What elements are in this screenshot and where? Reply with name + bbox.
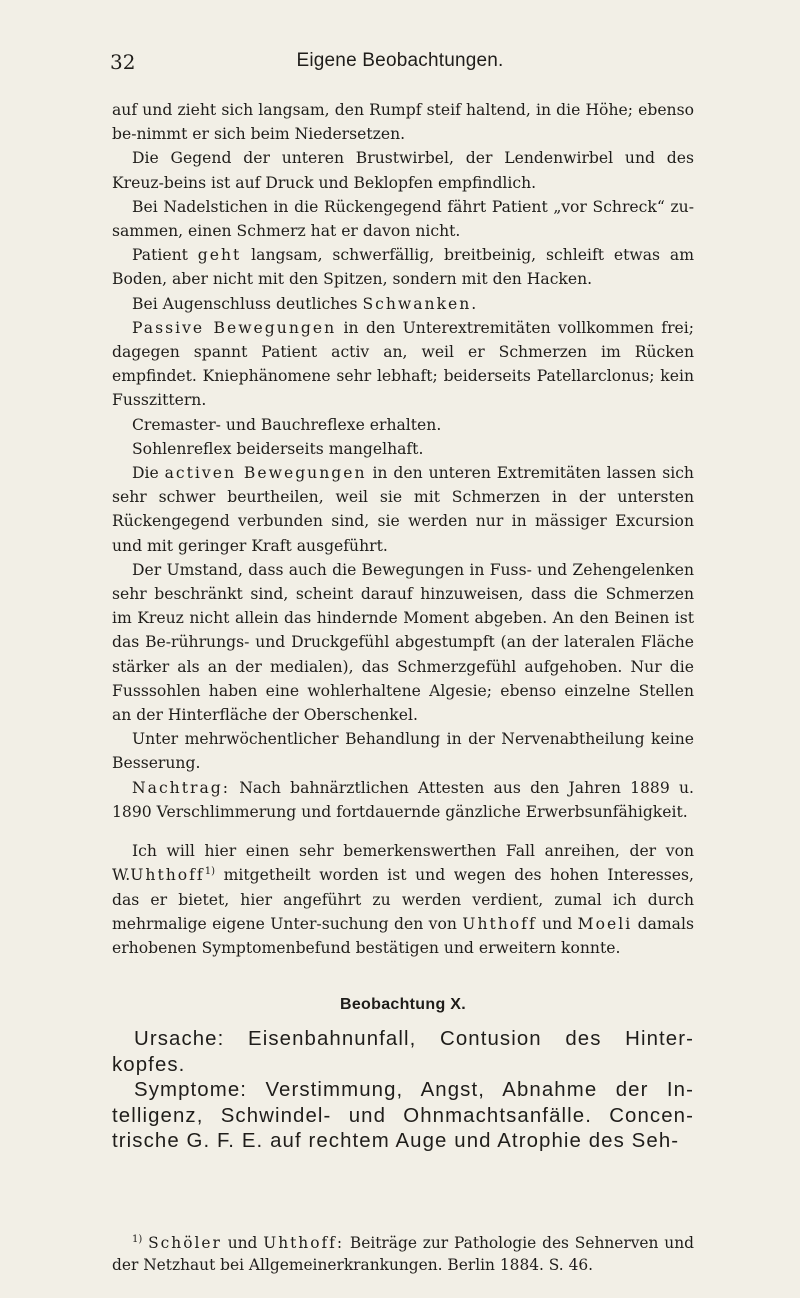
footnote-text: Beiträge zur Pathologie des Sehnerven und der Netzhaut bei Allgemeinerkrankungen. Berlin 1884. S. 46. xyxy=(112,1234,694,1274)
footnote-marker-number: 1 xyxy=(204,866,212,878)
paragraph-emphasis: Passive Bewegungen xyxy=(132,318,337,337)
paragraph xyxy=(112,316,694,413)
page-header xyxy=(110,50,690,80)
paragraph-text: Bei Augenschluss deutliches xyxy=(132,294,358,313)
footnote-author: Schöler xyxy=(148,1234,222,1252)
paragraph-text: langsam, schwerfällig, breitbeinig, schleift etwas am Boden, aber nicht mit den Spitzen, sondern mit den Hacken. xyxy=(112,246,694,289)
page-number: 32 xyxy=(110,50,136,74)
paragraph-pre: Ich will hier einen sehr bemerkenswerthen Fall anreihen, der von W. xyxy=(112,842,694,885)
paragraph-emphasis: activen Bewegungen xyxy=(164,464,367,483)
footnote-marker: 1) xyxy=(204,866,215,878)
paragraph-emphasis: geht xyxy=(197,246,242,265)
footnote-number-value: 1 xyxy=(132,1234,139,1245)
observation-symptoms: Symptome: Verstimmung, Angst, Abnahme der In-telligenz, Schwindel- und Ohnmachtsanfälle. Concen-trische G. F. E. auf rechtem Auge und Atrophie des Seh- xyxy=(112,1079,694,1152)
body-text xyxy=(112,98,694,1154)
paragraph-emphasis: Schwanken. xyxy=(362,294,479,313)
paragraph-lead: Patient xyxy=(132,246,188,265)
footnote-number: 1) xyxy=(132,1234,143,1245)
observation-cause: Ursache: Eisenbahnunfall, Contusion des Hinter-kopfes. xyxy=(112,1028,694,1076)
paragraph: Sohlenreflex beiderseits mangelhaft. xyxy=(132,439,424,458)
paragraph: Cremaster- und Bauchreflexe erhalten. xyxy=(132,415,442,434)
paragraph: Unter mehrwöchentlicher Behandlung in der Nervenabtheilung keine Besserung. xyxy=(112,730,694,773)
paragraph-text: in den unteren Extremitäten lassen sich sehr schwer beurtheilen, weil sie mit Schmerzen in der untersten Rückengegend verbunden sind, sie werden nur in mässiger Excursion und mit geringer Kraft ausgeführt. xyxy=(112,464,694,555)
author-name: Uhthoff xyxy=(462,914,537,933)
paragraph xyxy=(112,243,694,291)
paragraph-text: damals erhobenen Symptomenbefund bestätigen und erweitern konnte. xyxy=(112,914,694,957)
paragraph-pre: Die xyxy=(132,464,159,483)
paragraph xyxy=(112,292,694,316)
observation-block xyxy=(112,1027,694,1154)
paragraph-emphasis: Nachtrag: xyxy=(132,778,230,797)
paragraph-text: und xyxy=(542,914,573,933)
running-title: Eigene Beobachtungen. xyxy=(296,50,504,71)
author-name: Moeli xyxy=(577,914,633,933)
paragraph-text: in den Unterextremitäten vollkommen frei; dagegen spannt Patient activ an, weil er Schmerzen im Rücken empfindet. Kniephänomene sehr lebhaft; beiderseits Patellarclonus; kein Fusszittern. xyxy=(112,318,694,410)
footnote xyxy=(112,1232,694,1276)
paragraph xyxy=(112,839,694,960)
paragraph xyxy=(112,461,694,558)
footnote-conjunction: und xyxy=(227,1234,258,1252)
paragraph: Die Gegend der unteren Brustwirbel, der Lendenwirbel und des Kreuz-beins ist auf Druck und Beklopfen empfindlich. xyxy=(112,149,694,192)
paragraph-text: Nach bahnärztlichen Attesten aus den Jahren 1889 u. 1890 Verschlimmerung und fortdauernde gänzliche Erwerbsunfähigkeit. xyxy=(112,778,694,821)
paragraph: auf und zieht sich langsam, den Rumpf steif haltend, in die Höhe; ebenso be-nimmt er sich beim Niedersetzen. xyxy=(112,101,694,144)
author-name: Uhthoff xyxy=(130,866,205,885)
footnote-author: Uhthoff: xyxy=(263,1234,345,1252)
paragraph-text: mitgetheilt worden ist und wegen des hohen Interesses, das er bietet, hier angeführt zu werden verdient, zumal ich durch mehrmalige eigene Unter-suchung den von xyxy=(112,866,694,933)
paragraph: Der Umstand, dass auch die Bewegungen in Fuss- und Zehengelenken sehr beschränkt sind, scheint darauf hinzuweisen, dass die Schmerzen im Kreuz nicht allein das hindernde Moment abgeben. An den Beinen ist das Be-rührungs- und Druckgefühl abgestumpft (an der lateralen Fläche stärker als an der medialen), das Schmerzgefühl aufgehoben. Nur die Fusssohlen haben eine wohlerhaltene Algesie; ebenso einzelne Stellen an der Hinterfläche der Oberschenkel. xyxy=(112,560,694,725)
paragraph: Bei Nadelstichen in die Rückengegend fährt Patient „vor Schreck“ zu-sammen, einen Schmerz hat er davon nicht. xyxy=(112,197,694,241)
observation-heading: Beobachtung X. xyxy=(340,996,466,1014)
paragraph xyxy=(112,776,694,824)
paragraph-gap xyxy=(112,824,694,839)
